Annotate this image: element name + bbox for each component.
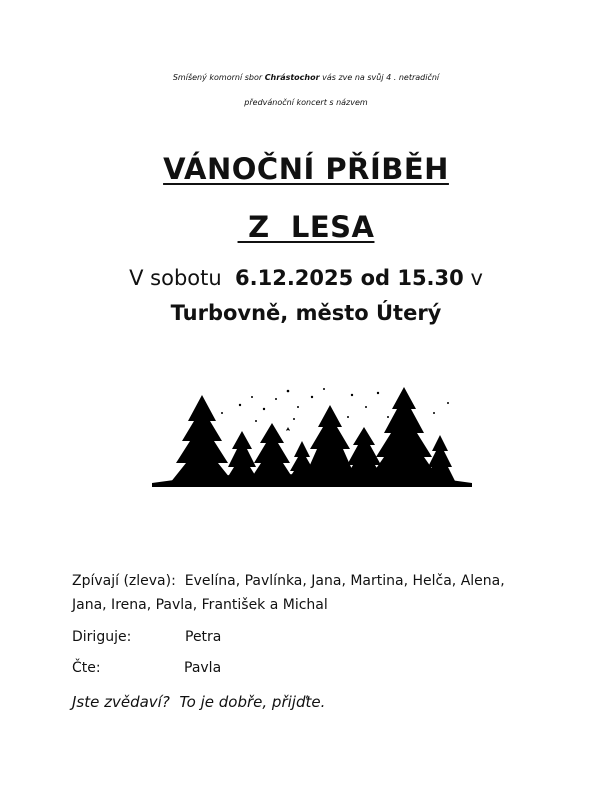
concert-title-line-2: Z LESA <box>237 210 375 244</box>
conductor-label: Diriguje: <box>72 629 132 645</box>
invite-prefix: Smíšený komorní sbor <box>172 73 265 82</box>
christmas-trees-icon <box>152 383 472 493</box>
reader-label: Čte: <box>72 660 101 676</box>
singers-label: Zpívají (zleva): <box>72 573 176 589</box>
date-suffix: v <box>463 266 483 290</box>
conductor-name: Petra <box>185 629 222 645</box>
invite-line-2: předvánoční koncert s názvem <box>244 98 368 107</box>
conductor-row <box>72 629 221 645</box>
invite-suffix: vás zve na svůj 4 . netradiční <box>319 73 440 82</box>
reader-row <box>72 660 221 676</box>
singers-line-1 <box>72 573 505 589</box>
event-datetime: 6.12.2025 od 15.30 <box>235 266 464 290</box>
closing-line: Jste zvědaví? To je dobře, přijďte. <box>72 693 326 711</box>
event-place: Turbovně, město Úterý <box>170 301 442 325</box>
choir-name: Chrástochor <box>264 73 320 82</box>
reader-name: Pavla <box>184 660 222 676</box>
event-date-line <box>0 266 612 290</box>
singers-names-1: Evelína, Pavlínka, Jana, Martina, Helča, Alena, <box>184 573 505 589</box>
singers-line-2: Jana, Irena, Pavla, František a Michal <box>72 597 328 613</box>
invite-line-1 <box>0 73 612 82</box>
date-prefix: V sobotu <box>129 266 236 290</box>
concert-title-line-1: VÁNOČNÍ PŘÍBĚH <box>163 152 449 186</box>
